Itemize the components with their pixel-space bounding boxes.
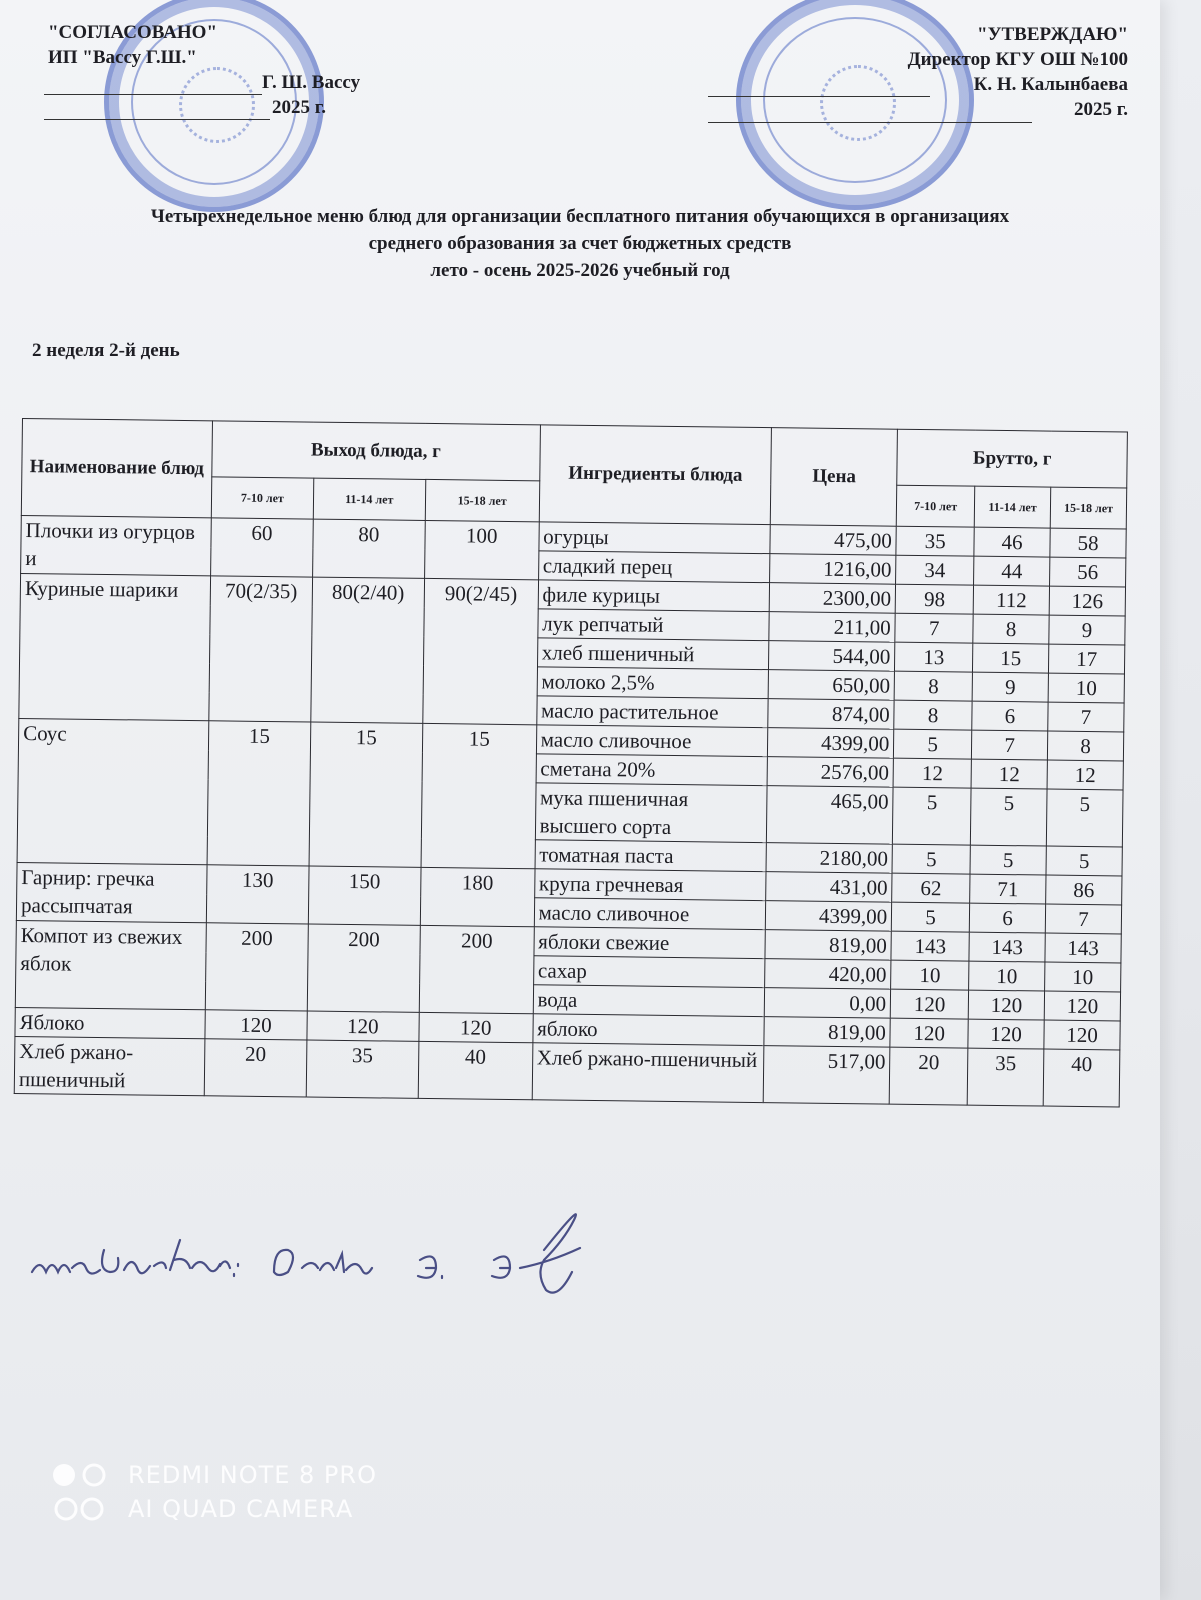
- ingredient-name: сметана 20%: [536, 754, 768, 786]
- ingredient-price: 475,00: [770, 525, 896, 556]
- camera-watermark: [50, 1458, 377, 1526]
- ingredient-gross: 10: [1048, 673, 1124, 703]
- ingredient-name: лук репчатый: [537, 609, 769, 641]
- dish-name: Компот из свежих яблок: [15, 920, 206, 1009]
- ingredient-gross: 46: [974, 527, 1050, 557]
- dish-output: 90(2/45): [423, 578, 539, 724]
- dish-output: 20: [204, 1039, 307, 1097]
- ingredient-gross: 5: [894, 729, 972, 759]
- header-age: 7-10 лет: [896, 485, 974, 527]
- menu-table: [14, 418, 1128, 1107]
- ingredient-price: 819,00: [765, 930, 891, 961]
- dish-output: 15: [207, 721, 311, 866]
- ingredient-gross: 12: [971, 759, 1047, 789]
- dish-name: Хлеб ржано-пшеничный: [14, 1036, 205, 1095]
- ingredient-gross: 10: [891, 960, 969, 990]
- ingredient-gross: 8: [894, 671, 972, 701]
- ingredient-name: молоко 2,5%: [537, 667, 769, 699]
- date-line: [44, 119, 270, 120]
- ingredient-gross: 112: [973, 585, 1049, 615]
- ingredient-gross: 8: [973, 614, 1049, 644]
- ingredient-price: 544,00: [769, 641, 895, 672]
- handwritten-signature: [24, 1210, 624, 1310]
- ingredient-gross: 120: [1044, 1020, 1120, 1050]
- dish-output: 120: [205, 1010, 307, 1040]
- dish-output: 200: [419, 925, 534, 1013]
- dish-output: 70(2/35): [209, 576, 313, 722]
- ingredient-gross: 5: [892, 844, 970, 874]
- dish-output: 120: [307, 1011, 419, 1041]
- dish-name: Куриные шарики: [19, 573, 211, 720]
- ingredient-gross: 71: [970, 874, 1046, 904]
- menu-body: [14, 515, 1126, 1106]
- approval-right-signer: К. Н. Калынбаева: [973, 74, 1128, 95]
- approval-left-year: 2025 г.: [272, 97, 326, 118]
- header-age: 11-14 лет: [313, 478, 425, 520]
- header-ingredients: Ингредиенты блюда: [539, 425, 772, 525]
- ingredient-name: филе курицы: [538, 580, 770, 612]
- header-age: 7-10 лет: [211, 477, 313, 519]
- title-line-2: среднего образования за счет бюджетных средств: [368, 233, 792, 254]
- ingredient-gross: 120: [890, 1018, 968, 1048]
- ingredient-name: масло сливочное: [536, 725, 768, 757]
- approval-left-org: ИП "Вассу Г.Ш.": [48, 47, 197, 68]
- ingredient-gross: 5: [970, 788, 1047, 846]
- approval-right-label: "УТВЕРЖДАЮ": [977, 24, 1128, 45]
- ingredient-gross: 5: [893, 787, 972, 845]
- watermark-line-2: AI QUAD CAMERA: [128, 1495, 354, 1523]
- dish-name: Яблоко: [15, 1007, 205, 1038]
- camera-lens-icon: [50, 1460, 108, 1490]
- dish-output: 100: [424, 520, 539, 579]
- ingredient-gross: 10: [969, 961, 1045, 991]
- watermark-line-1: REDMI NOTE 8 PRO: [128, 1461, 377, 1489]
- header-age: 15-18 лет: [1050, 487, 1126, 529]
- ingredient-gross: 7: [895, 613, 973, 643]
- ingredient-gross: 35: [967, 1048, 1044, 1106]
- ingredient-gross: 20: [889, 1047, 968, 1105]
- dish-output: 200: [307, 924, 420, 1012]
- ingredient-gross: 10: [1045, 962, 1121, 992]
- dish-output: 15: [309, 722, 423, 867]
- title-line-3: лето - осень 2025-2026 учебный год: [430, 260, 730, 281]
- header-age: 11-14 лет: [974, 486, 1050, 528]
- signature-line: [44, 94, 262, 95]
- ingredient-gross: 86: [1046, 875, 1122, 905]
- ingredient-price: 4399,00: [766, 901, 892, 932]
- dish-output: 80: [312, 519, 425, 578]
- dish-output: 40: [418, 1041, 533, 1099]
- ingredient-gross: 8: [894, 700, 972, 730]
- ingredient-gross: 35: [896, 526, 974, 556]
- ingredient-gross: 5: [892, 902, 970, 932]
- dish-output: 15: [421, 723, 537, 868]
- ingredient-name: сахар: [533, 956, 765, 988]
- ingredient-gross: 44: [974, 556, 1050, 586]
- dish-output: 180: [420, 867, 535, 926]
- ingredient-price: 874,00: [768, 699, 894, 730]
- ingredient-name: Хлеб ржано-пшеничный: [532, 1043, 764, 1103]
- header-output: Выход блюда, г: [212, 421, 540, 481]
- ingredient-gross: 9: [1049, 615, 1125, 645]
- ingredient-gross: 120: [968, 1019, 1044, 1049]
- ingredient-gross: 40: [1043, 1049, 1120, 1107]
- day-label: 2 неделя 2-й день: [32, 340, 180, 361]
- ingredient-price: 2576,00: [767, 757, 893, 788]
- ingredient-gross: 143: [1045, 933, 1121, 963]
- ingredient-gross: 5: [1046, 789, 1123, 847]
- ingredient-price: 4399,00: [768, 728, 894, 759]
- title-line-1: Четырехнедельное меню блюд для организации бесплатного питания обучающихся в организациях: [150, 206, 1010, 227]
- ingredient-gross: 120: [890, 989, 968, 1019]
- ingredient-price: 517,00: [764, 1046, 891, 1105]
- header-age: 15-18 лет: [425, 479, 539, 521]
- ingredient-gross: 15: [973, 643, 1049, 673]
- ingredient-name: вода: [533, 985, 765, 1017]
- ingredient-price: 819,00: [764, 1017, 890, 1048]
- ingredient-name: яблоко: [533, 1014, 765, 1046]
- header-price: Цена: [771, 428, 898, 527]
- ingredient-gross: 7: [972, 730, 1048, 760]
- ingredient-price: 1216,00: [770, 554, 896, 585]
- ingredient-price: 465,00: [767, 786, 894, 845]
- dish-output: 150: [308, 866, 421, 925]
- ingredient-gross: 7: [1045, 904, 1121, 934]
- dish-output: 60: [210, 518, 313, 577]
- approval-right: [720, 22, 1128, 122]
- dish-name: Соус: [17, 718, 209, 864]
- header-gross: Брутто, г: [897, 429, 1127, 488]
- ingredient-name: масло сливочное: [534, 898, 766, 930]
- dish-name: Плочки из огурцов и: [21, 515, 212, 575]
- ingredient-gross: 143: [969, 932, 1045, 962]
- dish-output: 35: [306, 1040, 419, 1098]
- ingredient-price: 2300,00: [770, 583, 896, 614]
- ingredient-gross: 12: [893, 758, 971, 788]
- ingredient-gross: 98: [895, 584, 973, 614]
- approval-left: [48, 20, 408, 120]
- ingredient-gross: 120: [1044, 991, 1120, 1021]
- ingredient-gross: 6: [969, 903, 1045, 933]
- ingredient-price: 211,00: [769, 612, 895, 643]
- ingredient-price: 420,00: [765, 959, 891, 990]
- ingredient-gross: 8: [1047, 731, 1123, 761]
- ingredient-gross: 143: [891, 931, 969, 961]
- dish-output: 130: [206, 865, 309, 924]
- ingredient-gross: 17: [1048, 644, 1124, 674]
- ingredient-gross: 5: [1046, 846, 1122, 876]
- ingredient-gross: 6: [972, 701, 1048, 731]
- ingredient-gross: 12: [1047, 760, 1123, 790]
- header-dish: Наименование блюд: [21, 419, 212, 518]
- ingredient-gross: 34: [896, 555, 974, 585]
- ingredient-gross: 62: [892, 873, 970, 903]
- approval-right-year: 2025 г.: [1074, 99, 1128, 120]
- ingredient-name: хлеб пшеничный: [537, 638, 769, 670]
- ingredient-gross: 56: [1050, 557, 1126, 587]
- ingredient-name: огурцы: [539, 522, 771, 554]
- ingredient-gross: 5: [970, 845, 1046, 875]
- ingredient-price: 431,00: [766, 872, 892, 903]
- ingredient-gross: 126: [1049, 586, 1125, 616]
- ingredient-name: яблоки свежие: [534, 927, 766, 959]
- camera-lens-icon: [50, 1494, 108, 1524]
- ingredient-gross: 13: [895, 642, 973, 672]
- document-title: [40, 203, 1120, 284]
- ingredient-name: мука пшеничная высшего сорта: [535, 783, 767, 843]
- ingredient-price: 0,00: [765, 988, 891, 1019]
- dish-output: 200: [205, 923, 308, 1011]
- ingredient-name: крупа гречневая: [534, 869, 766, 901]
- ingredient-gross: 58: [1050, 528, 1126, 558]
- signature-line: [708, 96, 930, 97]
- approval-right-position: Директор КГУ ОШ №100: [907, 49, 1128, 70]
- dish-output: 80(2/40): [311, 577, 425, 723]
- approval-left-label: "СОГЛАСОВАНО": [48, 22, 218, 43]
- ingredient-gross: 9: [972, 672, 1048, 702]
- dish-output: 120: [419, 1012, 533, 1042]
- ingredient-price: 650,00: [768, 670, 894, 701]
- ingredient-price: 2180,00: [766, 843, 892, 874]
- approval-left-signer: Г. Ш. Вассу: [262, 72, 361, 93]
- ingredient-name: томатная паста: [535, 840, 767, 872]
- ingredient-gross: 7: [1048, 702, 1124, 732]
- ingredient-gross: 120: [968, 990, 1044, 1020]
- ingredient-name: масло растительное: [536, 696, 768, 728]
- ingredient-name: сладкий перец: [538, 551, 770, 583]
- date-line: [708, 122, 1032, 123]
- dish-name: Гарнир: гречка рассыпчатая: [16, 862, 207, 922]
